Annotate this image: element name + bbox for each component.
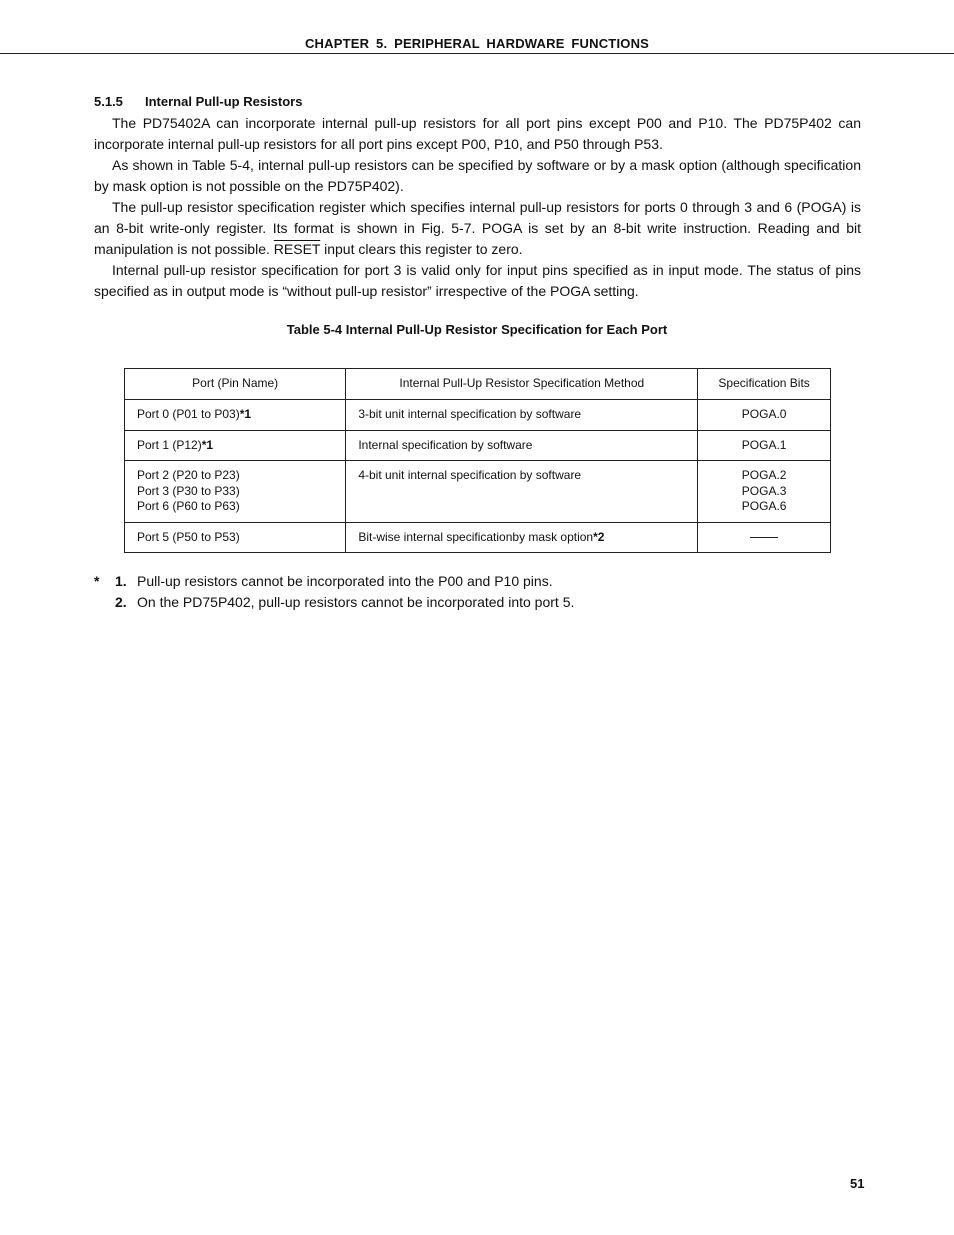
header-method: Internal Pull-Up Resistor Specification Method [346, 369, 698, 400]
paragraph-3-start: The pull-up resistor specification register which specifies internal pull-up resistors for ports 0 through 3 and 6 (POGA) is an 8-bit write-only register. Its format is shown in Fig. 5-7. POGA is set by an 8-bit write instruction. Reading and bit manipulation is not possible. [94, 199, 861, 257]
paragraph-3 [94, 197, 861, 260]
footnote-number: 2. [115, 594, 127, 610]
reset-signal: RESET [273, 241, 321, 257]
footnote-mark: *1 [239, 407, 252, 421]
body-text [94, 113, 861, 302]
cell-method: 3-bit unit internal specification by software [346, 400, 698, 431]
cell-port: Port 0 (P01 to P03)*1 [125, 400, 346, 431]
table-header-row [125, 369, 831, 400]
table-row [125, 430, 831, 461]
paragraph-4: Internal pull-up resistor specification for port 3 is valid only for input pins specified as in input mode. The status of pins specified as in output mode is “without pull-up resistor” irrespective of the POGA setting. [94, 262, 861, 299]
cell-method: 4-bit unit internal specification by software [346, 461, 698, 523]
footnote-mark: *2 [593, 529, 605, 544]
not-applicable-dash [750, 537, 778, 538]
footnote-mark: *1 [201, 437, 214, 452]
table-row [125, 522, 831, 553]
cell-bits: POGA.1 [698, 430, 831, 461]
table-caption: Table 5-4 Internal Pull-Up Resistor Specification for Each Port [286, 322, 668, 337]
table-row [125, 461, 831, 523]
cell-port: Port 1 (P12)*1 [125, 430, 346, 461]
paragraph-1: The PD75402A can incorporate internal pull-up resistors for all port pins except P00 and P10. The PD75P402 can incorporate internal pull-up resistors for all port pins except P00, P10, and P50 through P53. [94, 115, 861, 152]
footnote-text: On the PD75P402, pull-up resistors cannot be incorporated into port 5. [137, 594, 575, 610]
cell-bits [698, 522, 831, 553]
header-port: Port (Pin Name) [125, 369, 346, 400]
header-bits: Specification Bits [698, 369, 831, 400]
paragraph-2: As shown in Table 5-4, internal pull-up resistors can be specified by software or by a mask option (although specification by mask option is not possible on the PD75P402). [94, 157, 861, 194]
page-number: 51 [850, 1176, 865, 1191]
cell-bits: POGA.0 [698, 400, 831, 431]
footnote-star: * [94, 573, 100, 589]
footnote-text: Pull-up resistors cannot be incorporated into the P00 and P10 pins. [137, 573, 553, 589]
section-number: 5.1.5 [94, 94, 123, 109]
section-title: Internal Pull-up Resistors [145, 94, 303, 109]
cell-port: Port 5 (P50 to P53) [125, 522, 346, 553]
pullup-spec-table [124, 368, 831, 553]
section-heading [94, 94, 302, 109]
chapter-header: CHAPTER 5. PERIPHERAL HARDWARE FUNCTIONS [304, 36, 650, 51]
footnote-number: 1. [115, 573, 127, 589]
header-rule [0, 53, 954, 54]
table-row [125, 400, 831, 431]
paragraph-3-end: input clears this register to zero. [320, 241, 523, 257]
cell-port: Port 2 (P20 to P23) Port 3 (P30 to P33) Port 6 (P60 to P63) [125, 461, 346, 523]
cell-method: Internal specification by software [346, 430, 698, 461]
cell-bits: POGA.2 POGA.3 POGA.6 [698, 461, 831, 523]
cell-method: Bit-wise internal specificationby mask option*2 [346, 522, 698, 553]
